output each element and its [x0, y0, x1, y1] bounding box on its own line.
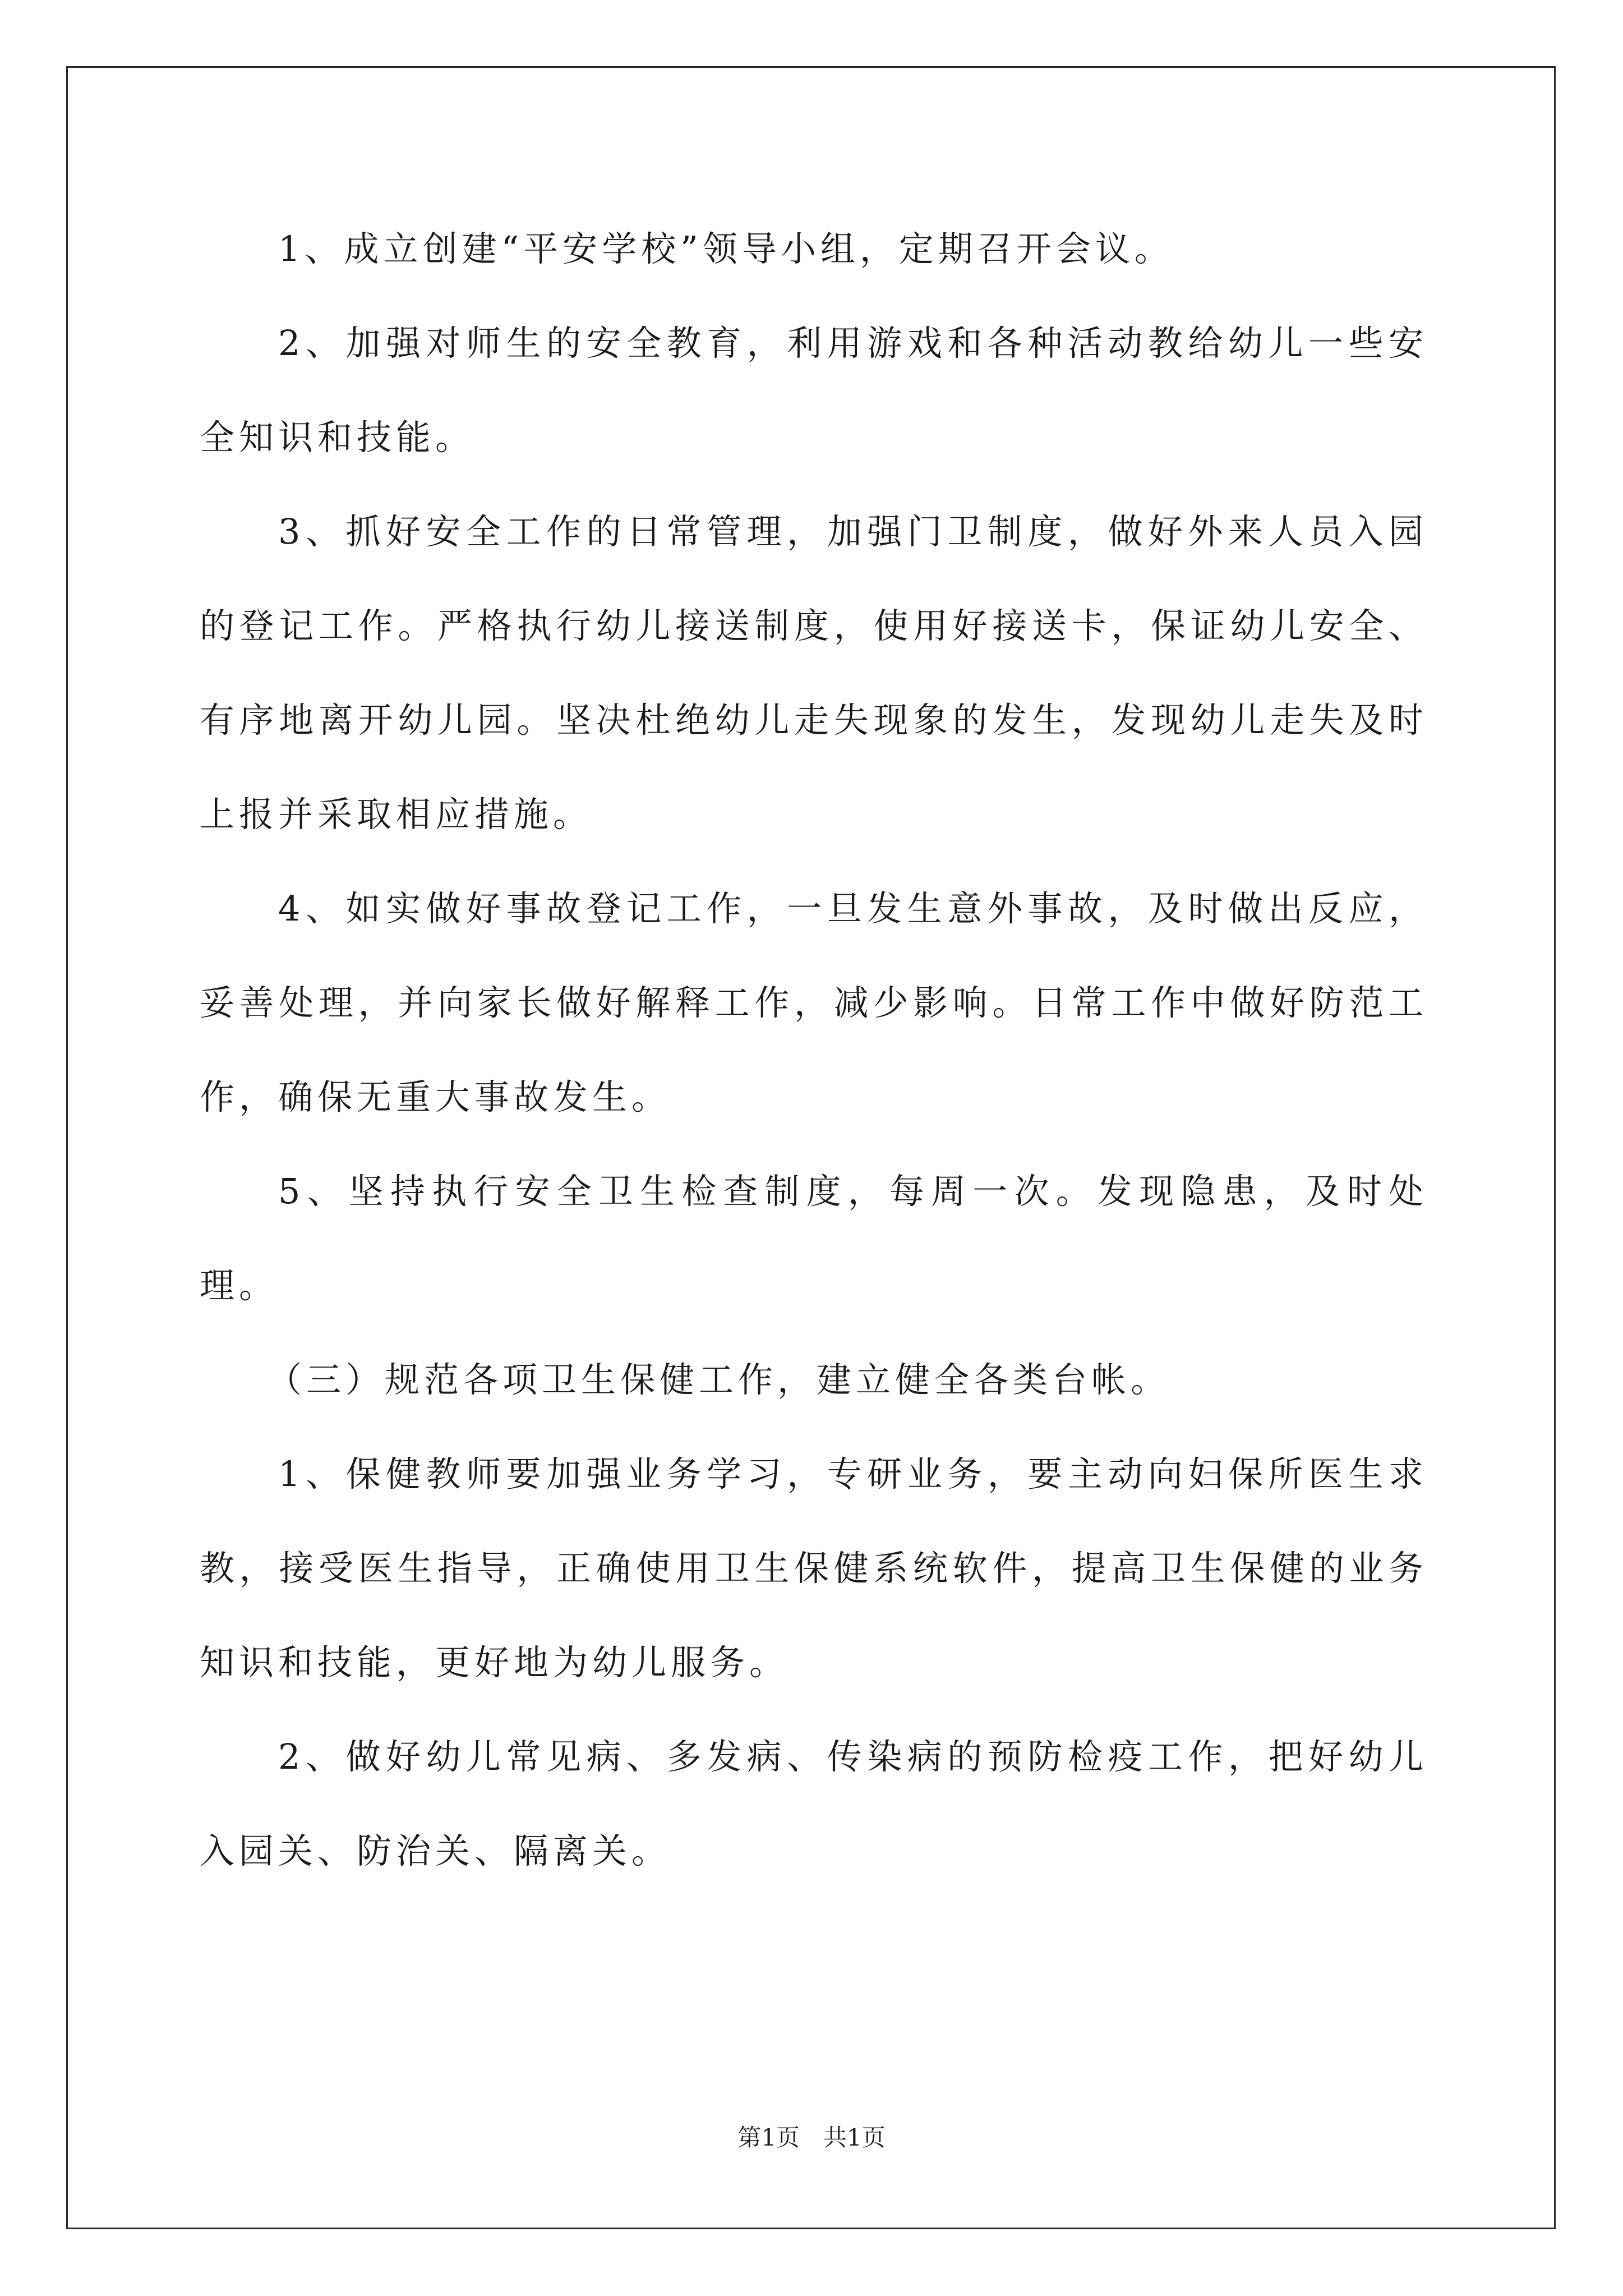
paragraph-accident-registration: 4、如实做好事故登记工作，一旦发生意外事故，及时做出反应，妥善处理，并向家长做好解释工作，减少影响。日常工作中做好防范工作，确保无重大事故发生。	[200, 888, 1428, 1117]
section-heading-health-care: （三）规范各项卫生保健工作，建立健全各类台帐。	[267, 1359, 1170, 1400]
paragraph-daily-management: 3、抓好安全工作的日常管理，加强门卫制度，做好外来人员入园的登记工作。严格执行幼儿接送制度，使用好接送卡，保证幼儿安全、有序地离开幼儿园。坚决杜绝幼儿走失现象的发生，发现幼儿走失及时上报并采取相应措施。	[200, 511, 1428, 835]
paragraph-safety-education: 2、加强对师生的安全教育，利用游戏和各种活动教给幼儿一些安全知识和技能。	[200, 323, 1428, 458]
paragraph-disease-prevention: 2、做好幼儿常见病、多发病、传染病的预防检疫工作，把好幼儿入园关、防治关、隔离关。	[200, 1736, 1428, 1871]
paragraph-safety-inspection: 5、坚持执行安全卫生检查制度，每周一次。发现隐患，及时处理。	[200, 1171, 1428, 1306]
paragraph-safety-group: 1、成立创建“平安学校”领导小组，定期召开会议。	[278, 228, 1174, 269]
paragraph-health-teacher-study: 1、保健教师要加强业务学习，专研业务，要主动向妇保所医生求教，接受医生指导，正确使用卫生保健系统软件，提高卫生保健的业务知识和技能，更好地为幼儿服务。	[200, 1453, 1428, 1683]
page-number-footer: 第1页 共1页	[737, 2124, 886, 2151]
document-body	[200, 202, 1428, 1898]
